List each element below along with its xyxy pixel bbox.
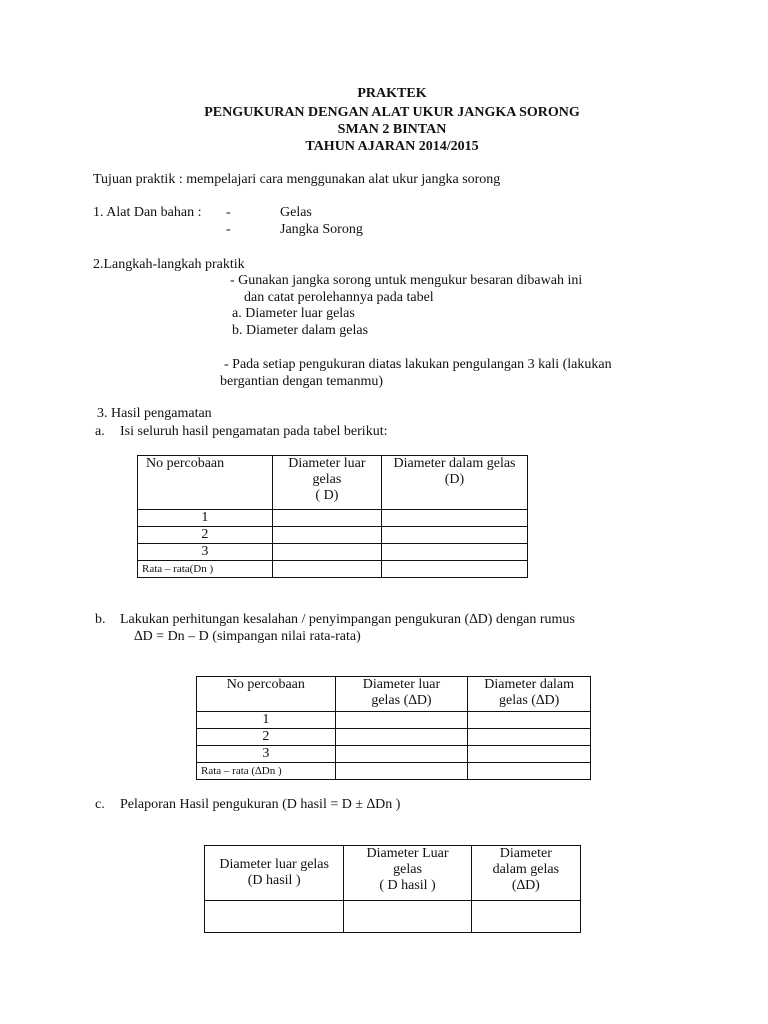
table3-row-luar[interactable] [344, 901, 471, 933]
table1-row-1-dalam[interactable] [381, 510, 527, 527]
table1-header-dalam: Diameter dalam gelas (D) [381, 456, 527, 510]
table1-row-2-luar[interactable] [272, 527, 381, 544]
table2-avg-dalam[interactable] [468, 763, 591, 780]
table1-avg-luar[interactable] [272, 561, 381, 578]
table2-row-3-dalam[interactable] [468, 746, 591, 763]
header-title: PENGUKURAN DENGAN ALAT UKUR JANGKA SORONG [204, 105, 580, 120]
hasil-b-text-1: Lakukan perhitungan kesalahan / penyimpangan pengukuran (∆D) dengan rumus [120, 612, 575, 627]
table-header-row [197, 677, 591, 712]
langkah-line-3: a. Diameter luar gelas [232, 306, 355, 321]
tujuan-text: Tujuan praktik : mempelajari cara menggunakan alat ukur jangka sorong [93, 172, 501, 187]
table-pelaporan [204, 845, 581, 933]
hasil-a-text: Isi seluruh hasil pengamatan pada tabel berikut: [120, 424, 388, 439]
table1-row-1-no: 1 [138, 510, 273, 527]
header-praktek: PRAKTEK [357, 86, 427, 101]
table-row [138, 561, 528, 578]
table2-row-2-luar[interactable] [335, 729, 468, 746]
alat-dash-2: - [226, 222, 231, 237]
table1-row-3-dalam[interactable] [381, 544, 527, 561]
table2-row-3-luar[interactable] [335, 746, 468, 763]
table2-header-no: No percobaan [197, 677, 336, 712]
table3-header-luar-hasil: Diameter luar gelas (D hasil ) [205, 846, 344, 901]
table1-header-no: No percobaan [138, 456, 273, 510]
table3-header-luar: Diameter Luar gelas ( D hasil ) [344, 846, 471, 901]
table-row [138, 510, 528, 527]
header-year: TAHUN AJARAN 2014/2015 [305, 139, 479, 154]
langkah-label: 2.Langkah-langkah praktik [93, 257, 245, 272]
table2-row-2-dalam[interactable] [468, 729, 591, 746]
table3-row-dalam[interactable] [471, 901, 580, 933]
table1-row-2-dalam[interactable] [381, 527, 527, 544]
table3-header-dalam: Diameter dalam gelas (∆D) [471, 846, 580, 901]
table-row [138, 544, 528, 561]
hasil-c-text: Pelaporan Hasil pengukuran (D hasil = D ± ∆Dn ) [120, 797, 401, 812]
table3-row-luar-hasil[interactable] [205, 901, 344, 933]
hasil-label: 3. Hasil pengamatan [97, 406, 212, 421]
alat-label: 1. Alat Dan bahan : [93, 205, 202, 220]
hasil-c-marker: c. [95, 797, 105, 812]
table-header-row [138, 456, 528, 510]
table1-row-2-no: 2 [138, 527, 273, 544]
langkah-line-1: - Gunakan jangka sorong untuk mengukur besaran dibawah ini [230, 273, 583, 288]
hasil-b-text-2: ∆D = Dn – D (simpangan nilai rata-rata) [134, 629, 361, 644]
table2-row-1-no: 1 [197, 712, 336, 729]
table1-avg-label: Rata – rata(Dn ) [138, 561, 273, 578]
table2-row-3-no: 3 [197, 746, 336, 763]
hasil-b-marker: b. [95, 612, 106, 627]
langkah-line-6: bergantian dengan temanmu) [220, 374, 384, 389]
table2-header-dalam: Diameter dalam gelas (∆D) [468, 677, 591, 712]
table-row [197, 746, 591, 763]
table-header-row [205, 846, 581, 901]
table1-avg-dalam[interactable] [381, 561, 527, 578]
table-hasil-pengamatan [137, 455, 528, 578]
table2-row-1-dalam[interactable] [468, 712, 591, 729]
langkah-line-4: b. Diameter dalam gelas [232, 323, 369, 338]
table1-row-1-luar[interactable] [272, 510, 381, 527]
langkah-line-2: dan catat perolehannya pada tabel [244, 290, 434, 305]
alat-item-gelas: Gelas [280, 205, 312, 220]
alat-item-jangka: Jangka Sorong [280, 222, 363, 237]
table1-row-3-no: 3 [138, 544, 273, 561]
table2-avg-label: Rata – rata (∆Dn ) [197, 763, 336, 780]
table-row [197, 729, 591, 746]
table2-header-luar: Diameter luar gelas (∆D) [335, 677, 468, 712]
table2-avg-luar[interactable] [335, 763, 468, 780]
table2-row-2-no: 2 [197, 729, 336, 746]
table-row [197, 763, 591, 780]
table-row [197, 712, 591, 729]
table-penyimpangan [196, 676, 591, 780]
hasil-a-marker: a. [95, 424, 105, 439]
table-row [138, 527, 528, 544]
table1-header-luar: Diameter luar gelas ( D) [272, 456, 381, 510]
alat-dash-1: - [226, 205, 231, 220]
header-school: SMAN 2 BINTAN [337, 122, 447, 137]
table-row [205, 901, 581, 933]
table2-row-1-luar[interactable] [335, 712, 468, 729]
table1-row-3-luar[interactable] [272, 544, 381, 561]
langkah-line-5: - Pada setiap pengukuran diatas lakukan pengulangan 3 kali (lakukan [224, 357, 612, 372]
